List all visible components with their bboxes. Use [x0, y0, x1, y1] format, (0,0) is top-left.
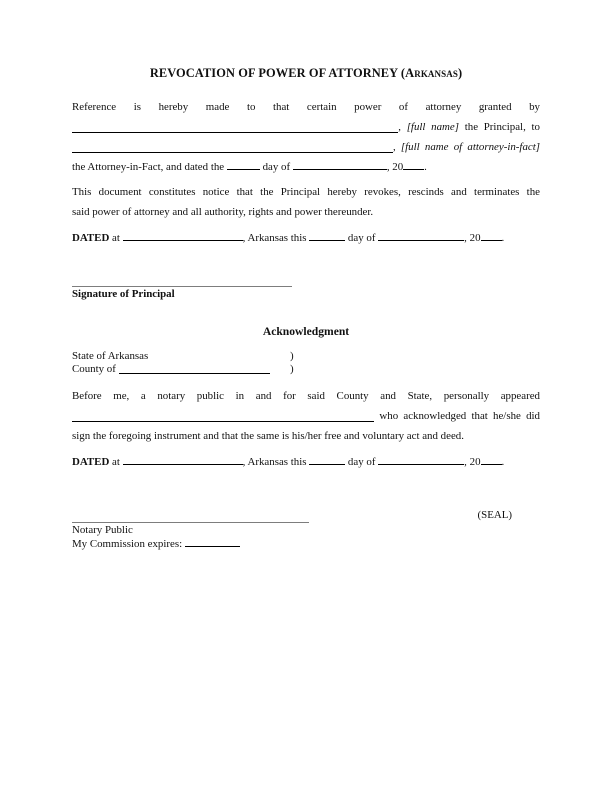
principal-signature-block	[72, 286, 540, 301]
county-label: County of	[72, 363, 119, 375]
notary-line-3: sign the foregoing instrument and that the same is his/her free and voluntary act and deed.	[72, 430, 464, 442]
month-blank	[293, 168, 387, 170]
acknowledgment-heading: Acknowledgment	[262, 325, 350, 338]
notice-line-2: said power of attorney and all authority, rights and power thereunder.	[72, 206, 374, 218]
county-blank	[119, 363, 270, 374]
intro-line-3-comma: ,	[392, 141, 401, 153]
intro-line-4-period: .	[424, 161, 427, 173]
appeared-name-blank	[72, 406, 374, 422]
document-content	[72, 0, 540, 551]
dated-state-this-2: , Arkansas this	[242, 456, 310, 468]
notice-line-1: This document constitutes notice that the Principal hereby revokes, rescinds and terminates the	[72, 186, 540, 198]
intro-line-1: Reference is hereby made to that certain power of attorney granted by	[72, 101, 540, 113]
county-row	[72, 363, 540, 376]
intro-line-4-mid: day of	[259, 161, 293, 173]
dated-period-2: .	[501, 456, 505, 468]
intro-line-4-year: , 20	[386, 161, 404, 173]
principal-signature-line	[72, 286, 292, 287]
dated-line-notary	[72, 452, 540, 472]
dated-at: at	[109, 232, 123, 244]
title-close-paren: )	[457, 66, 463, 80]
attorney-in-fact-hint: [full name of attorney-in-fact]	[400, 141, 540, 153]
dated-line-principal	[72, 228, 540, 248]
principal-signature-label: Signature of Principal	[72, 288, 175, 300]
attorney-name-blank	[72, 137, 393, 153]
notary-paragraph	[72, 386, 540, 446]
dated-year-2: , 20	[464, 456, 481, 468]
notary-line-1: Before me, a notary public in and for said County and State, personally appeared	[72, 390, 540, 402]
notary-line-2-rest: who acknowledged that he/she did	[374, 410, 540, 422]
dated-day-blank	[309, 239, 345, 241]
commission-line	[72, 538, 540, 551]
notary-signature-line	[72, 522, 309, 523]
dated-month-blank	[378, 239, 464, 241]
title-main: REVOCATION OF POWER OF ATTORNEY (	[149, 66, 406, 80]
venue-block	[72, 350, 540, 376]
county-label-box	[72, 363, 270, 376]
notary-line-2	[72, 406, 540, 426]
dated-year-blank-2	[481, 463, 502, 465]
dated-city-blank	[123, 239, 243, 241]
year-blank	[403, 168, 424, 170]
full-name-hint: [full name]	[406, 121, 459, 133]
intro-paragraph	[72, 97, 540, 177]
dated-bold-2: DATED	[72, 456, 110, 468]
dated-state-this: , Arkansas this	[242, 232, 310, 244]
dated-period: .	[501, 232, 505, 244]
intro-line-2-comma: ,	[398, 121, 407, 133]
commission-label: My Commission expires:	[72, 538, 185, 550]
title-state: Arkansas	[405, 66, 458, 80]
intro-line-2-rest: the Principal, to	[459, 121, 540, 133]
dated-year-blank	[481, 239, 502, 241]
dated-day-of: day of	[345, 232, 379, 244]
intro-line-4-start: the Attorney-in-Fact, and dated the	[72, 161, 227, 173]
dated-month-blank-2	[378, 463, 464, 465]
commission-date-blank	[185, 545, 240, 547]
dated-city-blank-2	[123, 463, 243, 465]
state-row	[72, 350, 540, 363]
intro-line-2	[72, 117, 540, 137]
state-paren: )	[290, 350, 294, 362]
dated-at-2: at	[109, 456, 123, 468]
document-title	[72, 66, 540, 80]
intro-line-3	[72, 137, 540, 157]
day-blank	[227, 168, 260, 170]
dated-year: , 20	[464, 232, 481, 244]
notary-signature-block	[72, 509, 540, 551]
intro-line-4	[72, 157, 540, 177]
dated-day-of-2: day of	[345, 456, 379, 468]
notice-paragraph	[72, 182, 540, 222]
principal-name-blank	[72, 117, 398, 133]
state-label: State of Arkansas	[72, 350, 149, 362]
dated-day-blank-2	[309, 463, 345, 465]
state-label-box	[72, 350, 270, 363]
county-paren: )	[290, 363, 294, 375]
notary-public-label: Notary Public	[72, 524, 133, 536]
dated-bold: DATED	[72, 232, 110, 244]
seal-label: (SEAL)	[477, 509, 512, 521]
